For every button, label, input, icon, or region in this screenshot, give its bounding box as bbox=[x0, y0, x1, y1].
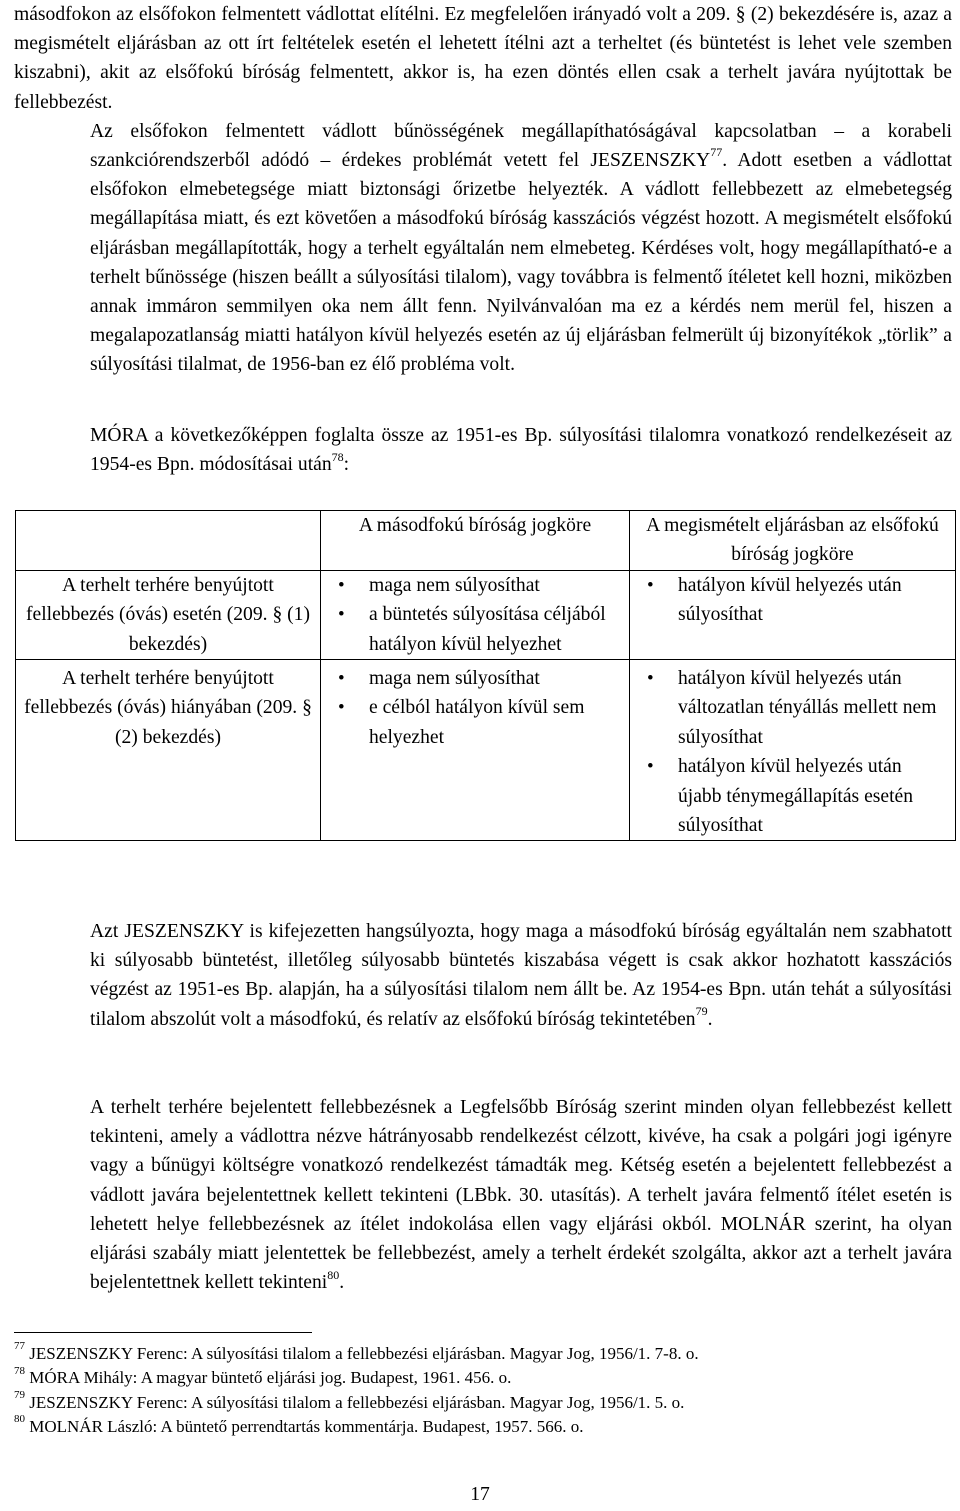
paragraph-1: másodfokon az elsőfokon felmentett vádlottat elítélni. Ez megfelelően irányadó volt a 209. § (2) bekezdésére is, azaz a megismételt eljárásban az ott írt feltételek esetén el lehetett ítélni azt a terheltet (és büntetést is lehet vele szemben kiszabni), akit az elsőfokú bíróság felmentett, akkor is, ha ezen döntés ellen csak a terhelt javára nyújtottak be fellebbezést. bbox=[14, 4, 952, 113]
paragraph-1b-tail: . Adott esetben a vádlottat elsőfokon elmebetegsége miatt biztonsági őrizetbe helyezték. A vádlott fellebbezett az elmebetegség megállapítása miatt, és ezt követően a másodfokú bíróság kasszációs végzést hozott. A megismételt elsőfokú eljárásban megállapították, hogy a terhelt egyáltalán nem elmebeteg. Kérdéses volt, hogy megállapítható-e a terhelt bűnössége (hiszen beállt a súlyosítási tilalom), vagy továbbra is felmentő ítéletet kell hozni, miközben annak immáron semmilyen oka nem állt fenn. Nyilvánvalóan ma ez a kérdés nem merül fel, hiszen a megalapozatlanság miatti hatályon kívül helyezés esetén az új eljárásban felmerült új bizonyítékok „törlik” a súlyosítási tilalmat, de 1956-ban ez élő probléma volt. bbox=[90, 150, 952, 376]
body-section-4 bbox=[14, 1093, 952, 1297]
list-item: • hatályon kívül helyezés után újabb ténymegállapítás esetén súlyosíthat bbox=[630, 752, 955, 840]
table-header-col2: A másodfokú bíróság jogköre bbox=[321, 511, 630, 571]
table-row bbox=[16, 660, 956, 841]
row1-col3 bbox=[630, 570, 956, 659]
body-section-1 bbox=[14, 0, 952, 380]
body-section-2 bbox=[14, 421, 952, 479]
footnote-78: $^{78}$ MÓRA Mihály: A magyar büntető eljárási jog. Budapest, 1961. 456. o. bbox=[14, 1364, 512, 1388]
table-header-col3: A megismételt eljárásban az elsőfokú bíróság jogköre bbox=[630, 511, 956, 571]
bullet-icon: • bbox=[647, 756, 654, 778]
paragraph-4 bbox=[14, 1093, 952, 1297]
paragraph-1b bbox=[14, 117, 952, 380]
row2-col2 bbox=[321, 660, 630, 841]
list-item: • e célból hatályon kívül sem helyezhet bbox=[321, 693, 629, 752]
footnotes bbox=[14, 1342, 952, 1439]
paragraph-4-text: A terhelt terhére bejelentett fellebbezésnek a Legfelsőbb Bíróság szerint minden olyan fellebbezést kellett tekinteni, amely a vádlottra nézve hátrányosabb rendelkezést célzott, kivéve, ha csak a polgári jogi igényre vagy a bűnügyi költségre vonatkozó rendelkezést támadták meg. Kétség esetén a bejelentett fellebbezést a vádlott javára bejelentettnek kellett tekinteni (LBbk. 30. utasítás). A terhelt javára felmentő ítélet esetén is lehetett helye fellebbezésnek az ítélet indokolása ellen vagy eljárási okból. MOLNÁR szerint, ha olyan eljárási szabály miatt jelentettek be fellebbezést, amely a terhelt érdekét szolgálta, akkor azt a terhelt javára bejelentettnek kellett tekinteni bbox=[90, 1097, 952, 1294]
paragraph-3-tail: . bbox=[707, 1008, 713, 1030]
paragraph-2-tail: : bbox=[343, 454, 350, 476]
footnote-ref-80[interactable]: 80 bbox=[327, 1267, 340, 1282]
footnote-80: $^{80}$ MOLNÁR László: A büntető perrendtartás kommentárja. Budapest, 1957. 566. o. bbox=[14, 1413, 584, 1436]
paragraph-2 bbox=[14, 421, 952, 479]
footnote-ref-78[interactable]: 78 bbox=[331, 449, 344, 464]
row2-label: A terhelt terhére benyújtott fellebbezés (óvás) hiányában (209. § (2) bekezdés) bbox=[16, 660, 321, 841]
page-number: 17 bbox=[470, 1484, 490, 1505]
footnote-79: $^{79}$ JESZENSZKY Ferenc: A súlyosítási tilalom a fellebbezési eljárásban. Magyar Jog, 1956/1. 5. o. bbox=[14, 1388, 685, 1412]
list-item: • maga nem súlyosíthat bbox=[321, 571, 629, 600]
footnote-divider bbox=[14, 1332, 312, 1333]
list-item: • hatályon kívül helyezés után súlyosíthat bbox=[630, 571, 955, 630]
body-section-3 bbox=[14, 917, 952, 1034]
footnote-ref-79[interactable]: 79 bbox=[695, 1004, 708, 1019]
list-item: • maga nem súlyosíthat bbox=[321, 664, 629, 693]
paragraph-3 bbox=[14, 917, 952, 1034]
bullet-icon: • bbox=[647, 668, 654, 690]
paragraph-3-text: Azt JESZENSZKY is kifejezetten hangsúlyozta, hogy maga a másodfokú bíróság egyáltalán nem szabhatott ki súlyosabb büntetést, illetőleg súlyosabb büntetés kiszabása végett is csak akkor hozhatott kasszációs végzést az 1951-es Bp. alapján, ha a súlyosítási tilalom nem állt be. Az 1954-es Bpn. után tehát a súlyosítási tilalom abszolút volt a másodfokú, és relatív az elsőfokú bíróság tekintetében bbox=[90, 921, 952, 1030]
list-item: • hatályon kívül helyezés után változatlan tényállás mellett nem súlyosíthat bbox=[630, 664, 955, 752]
table-header-row bbox=[16, 511, 956, 571]
paragraph-1b-text: Az elsőfokon felmentett vádlott bűnösségének megállapíthatóságával kapcsolatban – a korabeli szankciórendszerből adódó – érdekes problémát vetett fel JESZENSZKY bbox=[90, 120, 952, 172]
bullet-icon: • bbox=[338, 574, 345, 596]
row1-col2 bbox=[321, 570, 630, 659]
paragraph-2-text: MÓRA a következőképpen foglalta össze az 1951-es Bp. súlyosítási tilalomra vonatkozó rendelkezéseit az 1954-es Bpn. módosításai után bbox=[90, 425, 952, 476]
footnote-ref-77[interactable]: 77 bbox=[710, 145, 723, 160]
bullet-icon: • bbox=[338, 697, 345, 719]
table-header-empty bbox=[16, 511, 321, 571]
bullet-icon: • bbox=[338, 668, 345, 690]
bullet-icon: • bbox=[647, 574, 654, 596]
row1-label: A terhelt terhére benyújtott fellebbezés (óvás) esetén (209. § (1) bekezdés) bbox=[16, 570, 321, 659]
row2-col3 bbox=[630, 660, 956, 841]
comparison-table bbox=[15, 510, 956, 841]
bullet-icon: • bbox=[338, 604, 345, 626]
footnote-77: $^{77}$ JESZENSZKY Ferenc: A súlyosítási tilalom a fellebbezési eljárásban. Magyar Jog, 1956/1. 7-8. o. bbox=[14, 1340, 699, 1363]
paragraph-4-tail: . bbox=[339, 1272, 345, 1294]
list-item: • a büntetés súlyosítása céljából hatályon kívül helyezhet bbox=[321, 600, 629, 659]
table-row bbox=[16, 570, 956, 659]
